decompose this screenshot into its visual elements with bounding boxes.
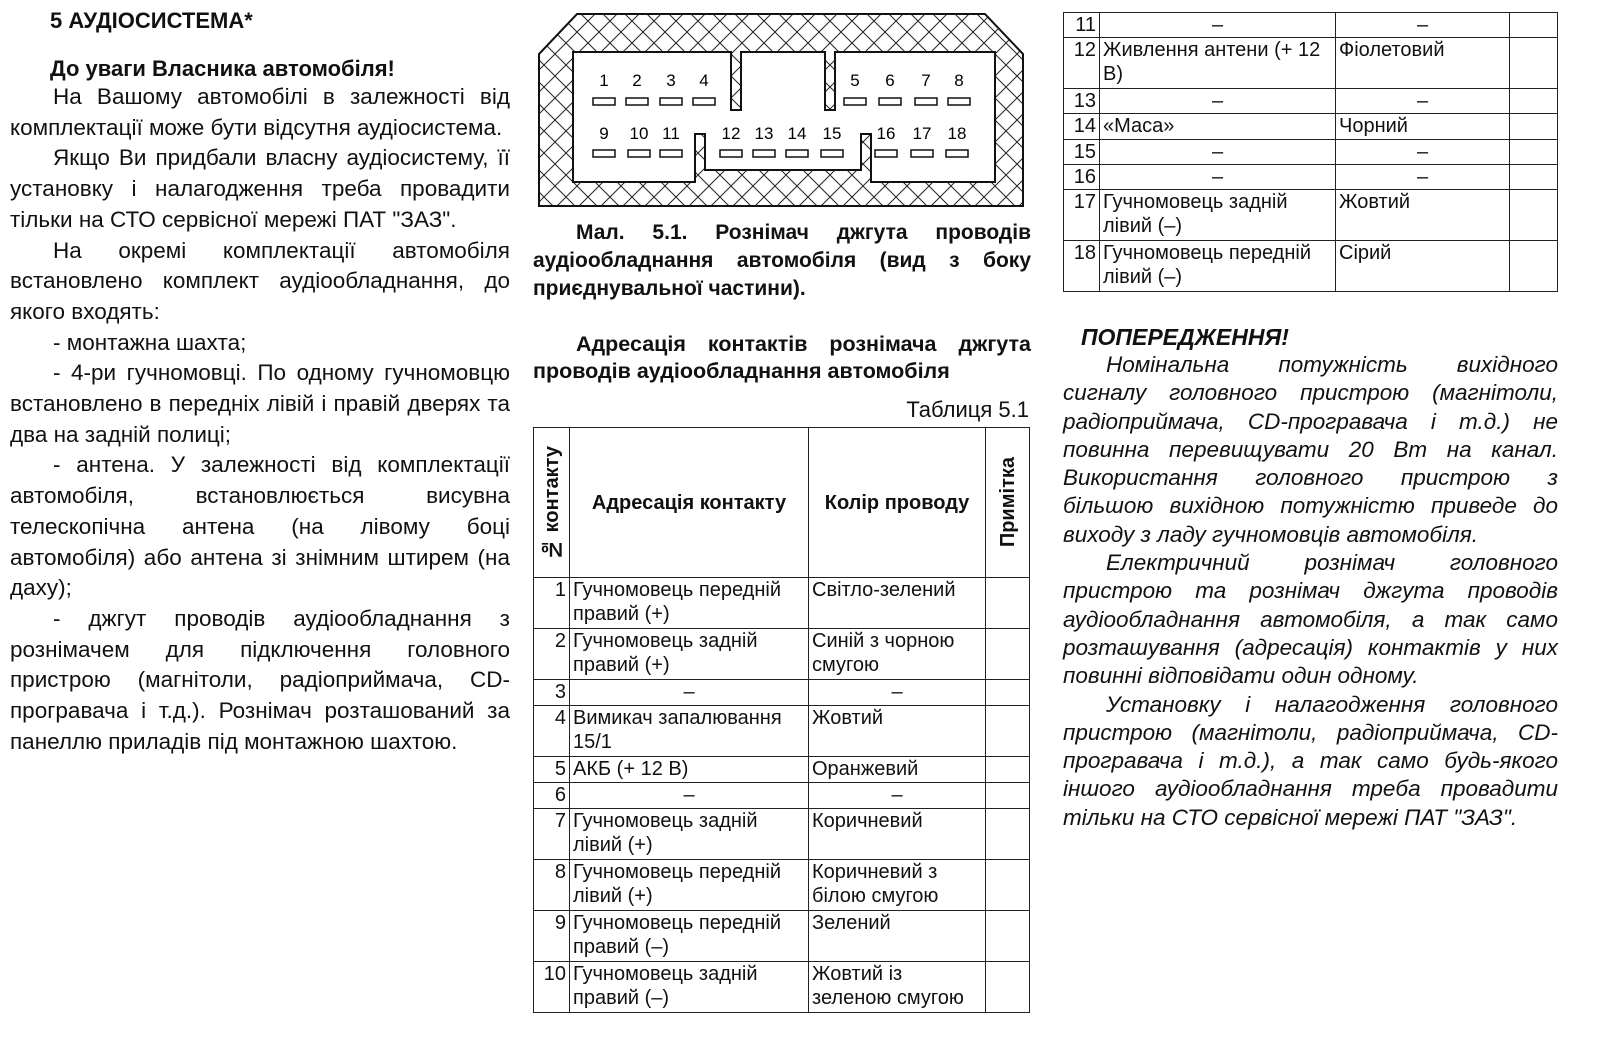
- cell-pin-number: 9: [534, 911, 570, 962]
- header-note: Примітка: [996, 457, 1019, 548]
- pin-label: 1: [599, 71, 609, 90]
- cell-note: [1510, 13, 1558, 38]
- list-item: - 4-ри гучномовці. По одному гучномовцю встановлено в передніх лівій і правій дверях та два на задній полиці;: [10, 360, 510, 447]
- cell-color: –: [1336, 13, 1510, 38]
- cell-pin-number: 8: [534, 860, 570, 911]
- cell-color: –: [809, 783, 986, 809]
- pin-label: 5: [850, 71, 860, 90]
- cell-pin-number: 5: [534, 757, 570, 783]
- cell-note: [986, 629, 1030, 680]
- header-address: Адресація контакту: [570, 428, 809, 578]
- cell-address: Вимикач запалювання 15/1: [570, 706, 809, 757]
- table-row: [534, 783, 1030, 809]
- pin-slot: [915, 98, 937, 105]
- pin-table-continued: [1063, 12, 1558, 292]
- list-item: - монтажна шахта;: [53, 329, 247, 355]
- pin-slot: [693, 98, 715, 105]
- pin-label: 17: [912, 124, 932, 143]
- table-row: [1064, 241, 1558, 292]
- table-row: [534, 757, 1030, 783]
- cell-pin-number: 16: [1064, 165, 1100, 190]
- paragraph: Якщо Ви придбали власну аудіосистему, її установку і налагодження треба провадити тільки на СТО сервісної мережі ПАТ "ЗАЗ".: [10, 145, 510, 232]
- pin-slot: [875, 150, 897, 157]
- cell-address: Живлення антени (+ 12 В): [1100, 38, 1336, 89]
- cell-address: Гучномовець передній правий (–): [570, 911, 809, 962]
- table-row: [534, 809, 1030, 860]
- pin-label: 12: [721, 124, 741, 143]
- cell-pin-number: 17: [1064, 190, 1100, 241]
- table-row: [1064, 114, 1558, 140]
- pin-slot: [911, 150, 933, 157]
- pin-label: 14: [787, 124, 807, 143]
- cell-color: Оранжевий: [809, 757, 986, 783]
- cell-note: [986, 962, 1030, 1013]
- middle-column: [533, 0, 1031, 1013]
- cell-note: [1510, 165, 1558, 190]
- pin-label: 13: [754, 124, 774, 143]
- cell-note: [986, 809, 1030, 860]
- table-row: [1064, 89, 1558, 114]
- cell-address: Гучномовець задній правий (+): [570, 629, 809, 680]
- cell-address: Гучномовець задній лівий (+): [570, 809, 809, 860]
- cell-color: Коричневий: [809, 809, 986, 860]
- cell-address: –: [1100, 165, 1336, 190]
- cell-note: [986, 783, 1030, 809]
- pin-slot: [879, 98, 901, 105]
- paragraph: На окремі комплектації автомобіля встановлено комплект аудіообладнання, до якого входять:: [10, 237, 510, 324]
- cell-address: Гучномовець задній правий (–): [570, 962, 809, 1013]
- table-heading: Адресація контактів рознімача джгута проводів аудіообладнання автомобіля: [533, 332, 1031, 383]
- pin-slot: [626, 98, 648, 105]
- header-num: № контакту: [540, 445, 563, 560]
- pin-label: 11: [662, 124, 680, 143]
- pin-label: 15: [822, 124, 842, 143]
- cell-pin-number: 15: [1064, 140, 1100, 165]
- table-row: [534, 680, 1030, 706]
- table-row: [1064, 13, 1558, 38]
- header-color: Колір проводу: [809, 428, 986, 578]
- pin-slot: [753, 150, 775, 157]
- pin-label: 9: [599, 124, 609, 143]
- cell-note: [986, 578, 1030, 629]
- cell-pin-number: 12: [1064, 38, 1100, 89]
- cell-address: –: [1100, 89, 1336, 114]
- pin-slot: [821, 150, 843, 157]
- pin-slot: [720, 150, 742, 157]
- cell-color: Коричневий з білою смугою: [809, 860, 986, 911]
- cell-note: [986, 706, 1030, 757]
- cell-address: «Маса»: [1100, 114, 1336, 140]
- cell-note: [986, 860, 1030, 911]
- pin-label: 7: [921, 71, 931, 90]
- pin-label: 18: [947, 124, 967, 143]
- table-row: [1064, 165, 1558, 190]
- pin-label: 2: [632, 71, 642, 90]
- cell-pin-number: 14: [1064, 114, 1100, 140]
- cell-pin-number: 13: [1064, 89, 1100, 114]
- pin-slot: [946, 150, 968, 157]
- cell-pin-number: 3: [534, 680, 570, 706]
- cell-note: [1510, 89, 1558, 114]
- cell-color: Синій з чорною смугою: [809, 629, 986, 680]
- table-row: [1064, 140, 1558, 165]
- cell-address: –: [1100, 140, 1336, 165]
- cell-pin-number: 4: [534, 706, 570, 757]
- cell-color: –: [1336, 140, 1510, 165]
- connector-diagram: [533, 10, 1031, 215]
- cell-pin-number: 10: [534, 962, 570, 1013]
- section-title: 5 АУДІОСИСТЕМА*: [50, 8, 253, 33]
- pin-table: [533, 427, 1030, 1013]
- pin-label: 3: [666, 71, 676, 90]
- pin-label: 4: [699, 71, 709, 90]
- cell-note: [986, 911, 1030, 962]
- pin-label: 6: [885, 71, 895, 90]
- cell-address: –: [570, 680, 809, 706]
- table-row: [534, 962, 1030, 1013]
- pin-slot: [593, 98, 615, 105]
- cell-address: Гучномовець передній лівий (–): [1100, 241, 1336, 292]
- table-row: [534, 860, 1030, 911]
- cell-color: –: [1336, 165, 1510, 190]
- cell-color: Сірий: [1336, 241, 1510, 292]
- cell-note: [1510, 114, 1558, 140]
- pin-slot: [948, 98, 970, 105]
- cell-address: АКБ (+ 12 В): [570, 757, 809, 783]
- cell-pin-number: 11: [1064, 13, 1100, 38]
- cell-note: [986, 680, 1030, 706]
- cell-pin-number: 6: [534, 783, 570, 809]
- warning-title: ПОПЕРЕДЖЕННЯ!: [1081, 324, 1289, 350]
- cell-color: Зелений: [809, 911, 986, 962]
- cell-color: Жовтий: [1336, 190, 1510, 241]
- cell-color: –: [1336, 89, 1510, 114]
- table-row: [534, 706, 1030, 757]
- cell-pin-number: 2: [534, 629, 570, 680]
- cell-pin-number: 7: [534, 809, 570, 860]
- table-number: Таблиця 5.1: [906, 397, 1029, 422]
- table-row: [534, 911, 1030, 962]
- cell-pin-number: 18: [1064, 241, 1100, 292]
- pin-slot: [660, 150, 682, 157]
- left-column: [10, 0, 510, 757]
- cell-note: [1510, 241, 1558, 292]
- cell-address: –: [1100, 13, 1336, 38]
- cell-address: –: [570, 783, 809, 809]
- cell-color: Жовтий: [809, 706, 986, 757]
- cell-color: Жовтий із зеленою смугою: [809, 962, 986, 1013]
- cell-note: [1510, 190, 1558, 241]
- cell-pin-number: 1: [534, 578, 570, 629]
- table-row: [534, 578, 1030, 629]
- cell-color: Чорний: [1336, 114, 1510, 140]
- paragraph: На Вашому автомобілі в залежності від комплектації може бути відсутня аудіосистема.: [10, 84, 510, 140]
- cell-address: Гучномовець передній правий (+): [570, 578, 809, 629]
- cell-note: [1510, 38, 1558, 89]
- cell-color: Фіолетовий: [1336, 38, 1510, 89]
- cell-address: Гучномовець задній лівий (–): [1100, 190, 1336, 241]
- pin-slot: [844, 98, 866, 105]
- table-row: [1064, 38, 1558, 89]
- warning-paragraph: Електричний рознімач головного пристрою та рознімач джгута проводів аудіообладнання автомобіля, а так само розташування (адресація) контактів у них повинні відповідати один одному.: [1063, 550, 1558, 689]
- pin-slot: [786, 150, 808, 157]
- right-column: [1063, 0, 1558, 832]
- cell-color: –: [809, 680, 986, 706]
- cell-note: [1510, 140, 1558, 165]
- cell-note: [986, 757, 1030, 783]
- figure-caption: Мал. 5.1. Рознімач джгута проводів аудіообладнання автомобіля (вид з боку приєднувальної частини).: [533, 221, 1031, 300]
- table-header-row: [534, 428, 1030, 578]
- table-row: [534, 629, 1030, 680]
- pin-label: 10: [629, 124, 649, 143]
- pin-label: 8: [954, 71, 964, 90]
- cell-address: Гучномовець передній лівий (+): [570, 860, 809, 911]
- pin-label: 16: [876, 124, 896, 143]
- pin-slot: [628, 150, 650, 157]
- list-item: - джгут проводів аудіообладнання з рознімачем для підключення головного пристрою (магнітоли, радіоприймача, CD-програвача і т.д.). Рознімач розташований за панеллю приладів під монтажною шахтою.: [10, 605, 510, 754]
- table-row: [1064, 190, 1558, 241]
- warning-paragraph: Установку і налагодження головного пристрою (магнітоли, радіоприймача, CD-програвача і т.д.), а так само будь-якого іншого аудіообладнання треба провадити тільки на СТО сервісної мережі ПАТ "ЗАЗ".: [1063, 691, 1558, 830]
- warning-paragraph: Номінальна потужність вихідного сигналу головного пристрою (магнітоли, радіоприймача, CD-програвача і т.д.) не повинна перевищувати 20 Вт на канал. Використання головного пристрою з більшою вихідною потужністю приведе до виходу з ладу гучномовців автомобіля.: [1063, 352, 1558, 547]
- pin-slot: [660, 98, 682, 105]
- pin-slot: [593, 150, 615, 157]
- cell-color: Світло-зелений: [809, 578, 986, 629]
- owner-heading: До уваги Власника автомобіля!: [50, 56, 395, 81]
- list-item: - антена. У залежності від комплектації автомобіля, встановлюється висувна телескопічна антена (на лівому боці автомобіля) або антена зі знімним штирем (на даху);: [10, 452, 510, 601]
